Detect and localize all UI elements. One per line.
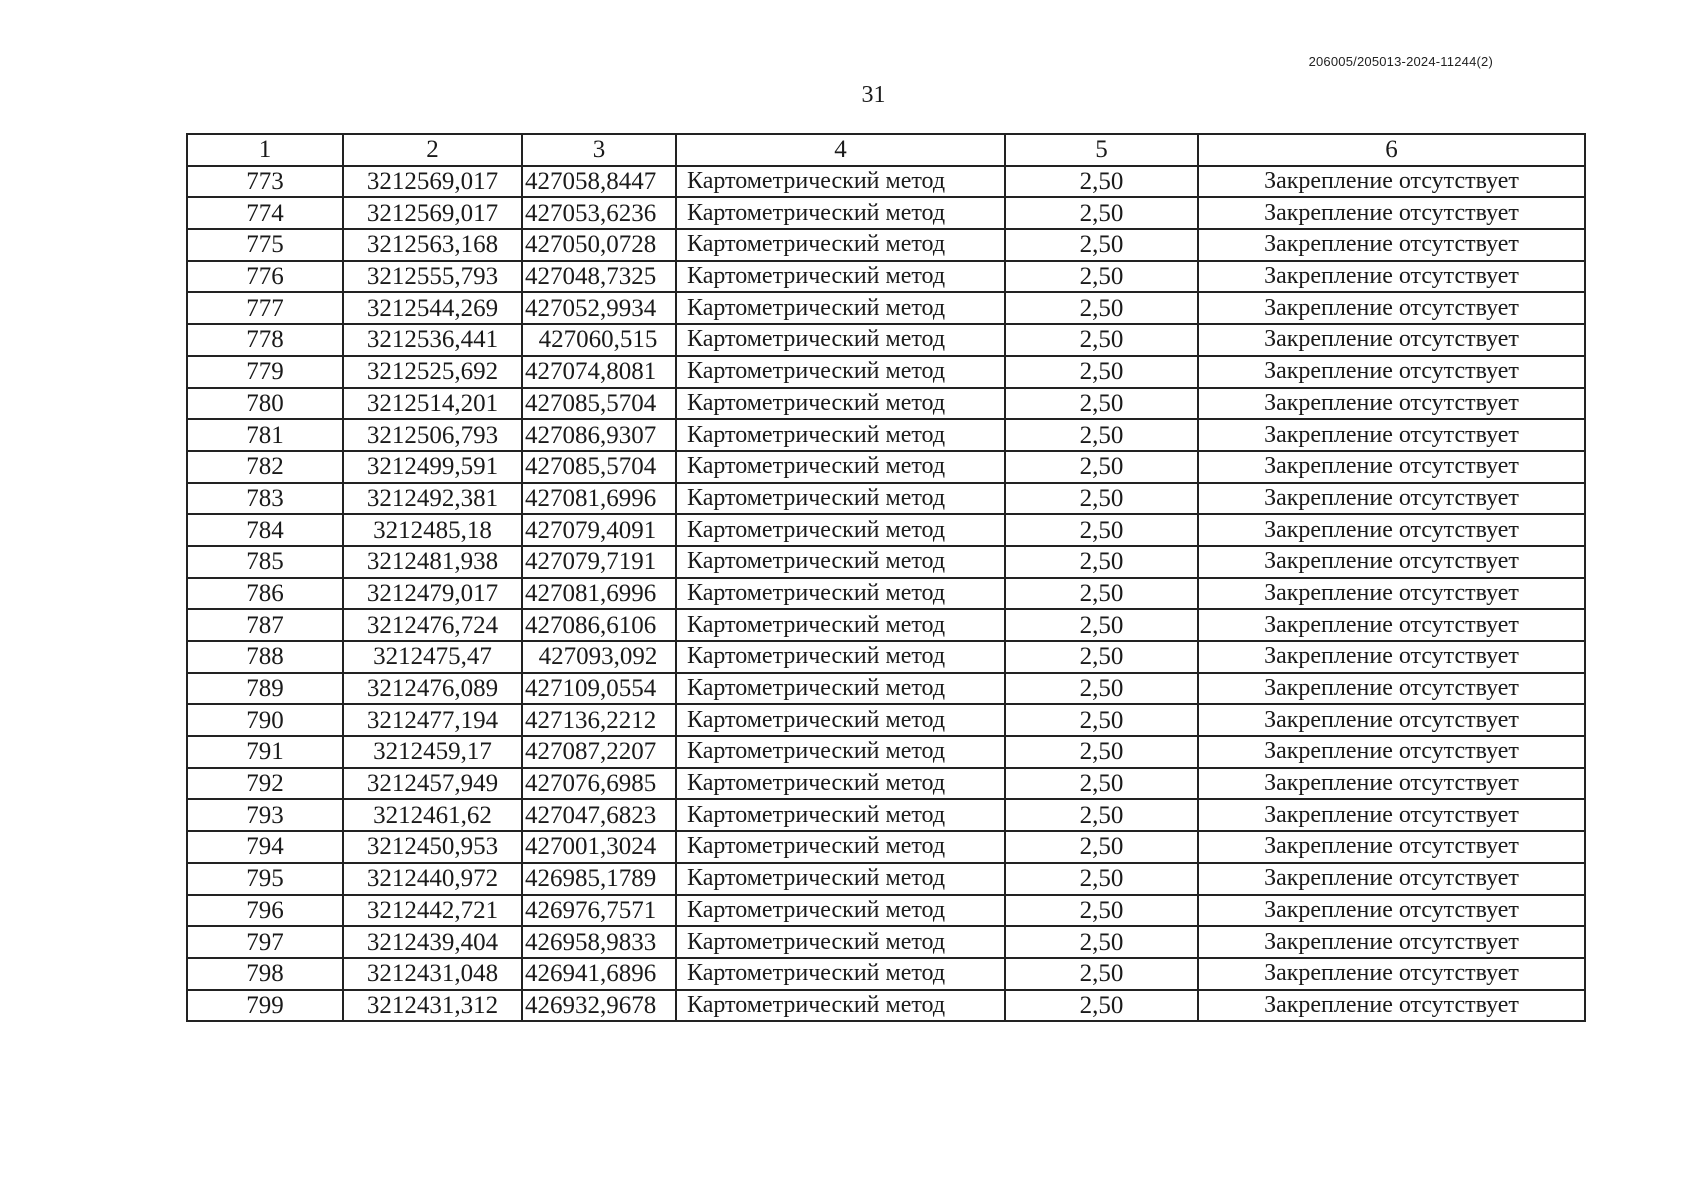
method-cell: Картометрический метод xyxy=(676,324,1005,356)
document-id: 206005/205013-2024-11244(2) xyxy=(1308,54,1493,69)
coordinate-x-cell: 3212475,47 xyxy=(343,641,522,673)
coordinate-y-cell: 427086,6106 xyxy=(522,609,676,641)
column-header: 6 xyxy=(1198,134,1585,166)
coordinate-y-cell: 426932,9678 xyxy=(522,990,676,1022)
column-header: 5 xyxy=(1005,134,1198,166)
accuracy-cell: 2,50 xyxy=(1005,229,1198,261)
coordinate-y-cell: 427093,092 xyxy=(522,641,676,673)
fixing-description-cell: Закрепление отсутствует xyxy=(1198,197,1585,229)
method-cell: Картометрический метод xyxy=(676,641,1005,673)
method-cell: Картометрический метод xyxy=(676,166,1005,198)
fixing-description-cell: Закрепление отсутствует xyxy=(1198,514,1585,546)
point-number-cell: 797 xyxy=(187,926,343,958)
accuracy-cell: 2,50 xyxy=(1005,990,1198,1022)
accuracy-cell: 2,50 xyxy=(1005,483,1198,515)
point-number-cell: 792 xyxy=(187,768,343,800)
point-number-cell: 780 xyxy=(187,388,343,420)
coordinate-y-cell: 427081,6996 xyxy=(522,483,676,515)
method-cell: Картометрический метод xyxy=(676,990,1005,1022)
accuracy-cell: 2,50 xyxy=(1005,641,1198,673)
coordinate-x-cell: 3212569,017 xyxy=(343,166,522,198)
coordinate-x-cell: 3212481,938 xyxy=(343,546,522,578)
table-row xyxy=(187,578,1585,610)
method-cell: Картометрический метод xyxy=(676,514,1005,546)
fixing-description-cell: Закрепление отсутствует xyxy=(1198,356,1585,388)
point-number-cell: 776 xyxy=(187,261,343,293)
method-cell: Картометрический метод xyxy=(676,197,1005,229)
table-row xyxy=(187,546,1585,578)
point-number-cell: 778 xyxy=(187,324,343,356)
fixing-description-cell: Закрепление отсутствует xyxy=(1198,926,1585,958)
point-number-cell: 773 xyxy=(187,166,343,198)
method-cell: Картометрический метод xyxy=(676,546,1005,578)
fixing-description-cell: Закрепление отсутствует xyxy=(1198,990,1585,1022)
coordinate-x-cell: 3212525,692 xyxy=(343,356,522,388)
fixing-description-cell: Закрепление отсутствует xyxy=(1198,451,1585,483)
fixing-description-cell: Закрепление отсутствует xyxy=(1198,609,1585,641)
point-number-cell: 774 xyxy=(187,197,343,229)
fixing-description-cell: Закрепление отсутствует xyxy=(1198,799,1585,831)
fixing-description-cell: Закрепление отсутствует xyxy=(1198,641,1585,673)
coordinate-y-cell: 426976,7571 xyxy=(522,895,676,927)
point-number-cell: 790 xyxy=(187,704,343,736)
fixing-description-cell: Закрепление отсутствует xyxy=(1198,546,1585,578)
table-row xyxy=(187,229,1585,261)
fixing-description-cell: Закрепление отсутствует xyxy=(1198,166,1585,198)
point-number-cell: 781 xyxy=(187,419,343,451)
accuracy-cell: 2,50 xyxy=(1005,768,1198,800)
table-row xyxy=(187,799,1585,831)
coordinate-y-cell: 427109,0554 xyxy=(522,673,676,705)
coordinate-x-cell: 3212485,18 xyxy=(343,514,522,546)
coordinate-y-cell: 427060,515 xyxy=(522,324,676,356)
accuracy-cell: 2,50 xyxy=(1005,736,1198,768)
table-row xyxy=(187,197,1585,229)
table-row xyxy=(187,768,1585,800)
point-number-cell: 798 xyxy=(187,958,343,990)
method-cell: Картометрический метод xyxy=(676,229,1005,261)
fixing-description-cell: Закрепление отсутствует xyxy=(1198,895,1585,927)
coordinate-x-cell: 3212450,953 xyxy=(343,831,522,863)
point-number-cell: 788 xyxy=(187,641,343,673)
method-cell: Картометрический метод xyxy=(676,895,1005,927)
coordinate-y-cell: 426941,6896 xyxy=(522,958,676,990)
table-row xyxy=(187,483,1585,515)
coordinate-y-cell: 427076,6985 xyxy=(522,768,676,800)
coordinate-x-cell: 3212536,441 xyxy=(343,324,522,356)
fixing-description-cell: Закрепление отсутствует xyxy=(1198,704,1585,736)
coordinate-x-cell: 3212514,201 xyxy=(343,388,522,420)
point-number-cell: 782 xyxy=(187,451,343,483)
accuracy-cell: 2,50 xyxy=(1005,292,1198,324)
accuracy-cell: 2,50 xyxy=(1005,863,1198,895)
point-number-cell: 786 xyxy=(187,578,343,610)
accuracy-cell: 2,50 xyxy=(1005,324,1198,356)
method-cell: Картометрический метод xyxy=(676,831,1005,863)
coordinate-y-cell: 427074,8081 xyxy=(522,356,676,388)
point-number-cell: 799 xyxy=(187,990,343,1022)
table-row xyxy=(187,609,1585,641)
point-number-cell: 795 xyxy=(187,863,343,895)
table-row xyxy=(187,863,1585,895)
table-row xyxy=(187,514,1585,546)
point-number-cell: 789 xyxy=(187,673,343,705)
fixing-description-cell: Закрепление отсутствует xyxy=(1198,388,1585,420)
method-cell: Картометрический метод xyxy=(676,768,1005,800)
page-number: 31 xyxy=(861,82,886,108)
accuracy-cell: 2,50 xyxy=(1005,704,1198,736)
point-number-cell: 787 xyxy=(187,609,343,641)
table-row xyxy=(187,704,1585,736)
method-cell: Картометрический метод xyxy=(676,451,1005,483)
fixing-description-cell: Закрепление отсутствует xyxy=(1198,483,1585,515)
fixing-description-cell: Закрепление отсутствует xyxy=(1198,324,1585,356)
coordinate-x-cell: 3212476,089 xyxy=(343,673,522,705)
method-cell: Картометрический метод xyxy=(676,356,1005,388)
fixing-description-cell: Закрепление отсутствует xyxy=(1198,578,1585,610)
table-row xyxy=(187,736,1585,768)
accuracy-cell: 2,50 xyxy=(1005,261,1198,293)
fixing-description-cell: Закрепление отсутствует xyxy=(1198,229,1585,261)
method-cell: Картометрический метод xyxy=(676,704,1005,736)
fixing-description-cell: Закрепление отсутствует xyxy=(1198,261,1585,293)
table-row xyxy=(187,419,1585,451)
coordinate-y-cell: 427001,3024 xyxy=(522,831,676,863)
table-row xyxy=(187,926,1585,958)
accuracy-cell: 2,50 xyxy=(1005,578,1198,610)
coordinate-y-cell: 427081,6996 xyxy=(522,578,676,610)
coordinate-x-cell: 3212459,17 xyxy=(343,736,522,768)
accuracy-cell: 2,50 xyxy=(1005,514,1198,546)
fixing-description-cell: Закрепление отсутствует xyxy=(1198,736,1585,768)
coordinate-x-cell: 3212476,724 xyxy=(343,609,522,641)
table-row xyxy=(187,895,1585,927)
coordinate-y-cell: 427079,7191 xyxy=(522,546,676,578)
point-number-cell: 796 xyxy=(187,895,343,927)
accuracy-cell: 2,50 xyxy=(1005,673,1198,705)
accuracy-cell: 2,50 xyxy=(1005,166,1198,198)
coordinate-x-cell: 3212506,793 xyxy=(343,419,522,451)
fixing-description-cell: Закрепление отсутствует xyxy=(1198,863,1585,895)
accuracy-cell: 2,50 xyxy=(1005,895,1198,927)
coordinate-x-cell: 3212457,949 xyxy=(343,768,522,800)
accuracy-cell: 2,50 xyxy=(1005,926,1198,958)
table-row xyxy=(187,990,1585,1022)
column-header: 2 xyxy=(343,134,522,166)
coordinate-x-cell: 3212440,972 xyxy=(343,863,522,895)
point-number-cell: 791 xyxy=(187,736,343,768)
table-body xyxy=(187,166,1585,1022)
table-row xyxy=(187,958,1585,990)
accuracy-cell: 2,50 xyxy=(1005,356,1198,388)
coordinate-x-cell: 3212431,048 xyxy=(343,958,522,990)
table-row xyxy=(187,292,1585,324)
coordinate-y-cell: 427086,9307 xyxy=(522,419,676,451)
fixing-description-cell: Закрепление отсутствует xyxy=(1198,958,1585,990)
coordinate-y-cell: 427058,8447 xyxy=(522,166,676,198)
column-header: 1 xyxy=(187,134,343,166)
accuracy-cell: 2,50 xyxy=(1005,799,1198,831)
point-number-cell: 783 xyxy=(187,483,343,515)
coordinate-x-cell: 3212477,194 xyxy=(343,704,522,736)
method-cell: Картометрический метод xyxy=(676,388,1005,420)
coordinate-x-cell: 3212461,62 xyxy=(343,799,522,831)
method-cell: Картометрический метод xyxy=(676,799,1005,831)
accuracy-cell: 2,50 xyxy=(1005,419,1198,451)
table-row xyxy=(187,166,1585,198)
table-row xyxy=(187,831,1585,863)
table-row xyxy=(187,261,1585,293)
coordinate-y-cell: 427079,4091 xyxy=(522,514,676,546)
point-number-cell: 794 xyxy=(187,831,343,863)
coordinate-y-cell: 427047,6823 xyxy=(522,799,676,831)
table-row xyxy=(187,388,1585,420)
coordinates-table xyxy=(186,133,1586,1022)
table-row xyxy=(187,451,1585,483)
method-cell: Картометрический метод xyxy=(676,673,1005,705)
method-cell: Картометрический метод xyxy=(676,578,1005,610)
method-cell: Картометрический метод xyxy=(676,419,1005,451)
fixing-description-cell: Закрепление отсутствует xyxy=(1198,419,1585,451)
coordinate-y-cell: 427085,5704 xyxy=(522,451,676,483)
coordinate-y-cell: 426958,9833 xyxy=(522,926,676,958)
fixing-description-cell: Закрепление отсутствует xyxy=(1198,768,1585,800)
accuracy-cell: 2,50 xyxy=(1005,451,1198,483)
accuracy-cell: 2,50 xyxy=(1005,958,1198,990)
coordinate-y-cell: 427053,6236 xyxy=(522,197,676,229)
coordinate-y-cell: 426985,1789 xyxy=(522,863,676,895)
method-cell: Картометрический метод xyxy=(676,483,1005,515)
point-number-cell: 793 xyxy=(187,799,343,831)
coordinate-x-cell: 3212431,312 xyxy=(343,990,522,1022)
coordinate-y-cell: 427136,2212 xyxy=(522,704,676,736)
coordinate-x-cell: 3212492,381 xyxy=(343,483,522,515)
accuracy-cell: 2,50 xyxy=(1005,831,1198,863)
accuracy-cell: 2,50 xyxy=(1005,609,1198,641)
table-row xyxy=(187,673,1585,705)
method-cell: Картометрический метод xyxy=(676,958,1005,990)
coordinate-x-cell: 3212439,404 xyxy=(343,926,522,958)
coordinate-x-cell: 3212544,269 xyxy=(343,292,522,324)
coordinate-y-cell: 427048,7325 xyxy=(522,261,676,293)
table-row xyxy=(187,641,1585,673)
point-number-cell: 777 xyxy=(187,292,343,324)
method-cell: Картометрический метод xyxy=(676,609,1005,641)
method-cell: Картометрический метод xyxy=(676,736,1005,768)
coordinate-y-cell: 427050,0728 xyxy=(522,229,676,261)
fixing-description-cell: Закрепление отсутствует xyxy=(1198,673,1585,705)
accuracy-cell: 2,50 xyxy=(1005,197,1198,229)
coordinate-x-cell: 3212499,591 xyxy=(343,451,522,483)
column-header: 3 xyxy=(522,134,676,166)
accuracy-cell: 2,50 xyxy=(1005,388,1198,420)
method-cell: Картометрический метод xyxy=(676,926,1005,958)
coordinate-y-cell: 427087,2207 xyxy=(522,736,676,768)
fixing-description-cell: Закрепление отсутствует xyxy=(1198,831,1585,863)
coordinate-x-cell: 3212442,721 xyxy=(343,895,522,927)
point-number-cell: 779 xyxy=(187,356,343,388)
coordinate-x-cell: 3212569,017 xyxy=(343,197,522,229)
method-cell: Картометрический метод xyxy=(676,292,1005,324)
table-row xyxy=(187,356,1585,388)
method-cell: Картометрический метод xyxy=(676,863,1005,895)
coordinate-x-cell: 3212479,017 xyxy=(343,578,522,610)
table-header-row xyxy=(187,134,1585,166)
accuracy-cell: 2,50 xyxy=(1005,546,1198,578)
table-row xyxy=(187,324,1585,356)
point-number-cell: 784 xyxy=(187,514,343,546)
point-number-cell: 785 xyxy=(187,546,343,578)
method-cell: Картометрический метод xyxy=(676,261,1005,293)
coordinate-x-cell: 3212563,168 xyxy=(343,229,522,261)
point-number-cell: 775 xyxy=(187,229,343,261)
coordinate-x-cell: 3212555,793 xyxy=(343,261,522,293)
fixing-description-cell: Закрепление отсутствует xyxy=(1198,292,1585,324)
coordinate-y-cell: 427085,5704 xyxy=(522,388,676,420)
coordinate-y-cell: 427052,9934 xyxy=(522,292,676,324)
column-header: 4 xyxy=(676,134,1005,166)
